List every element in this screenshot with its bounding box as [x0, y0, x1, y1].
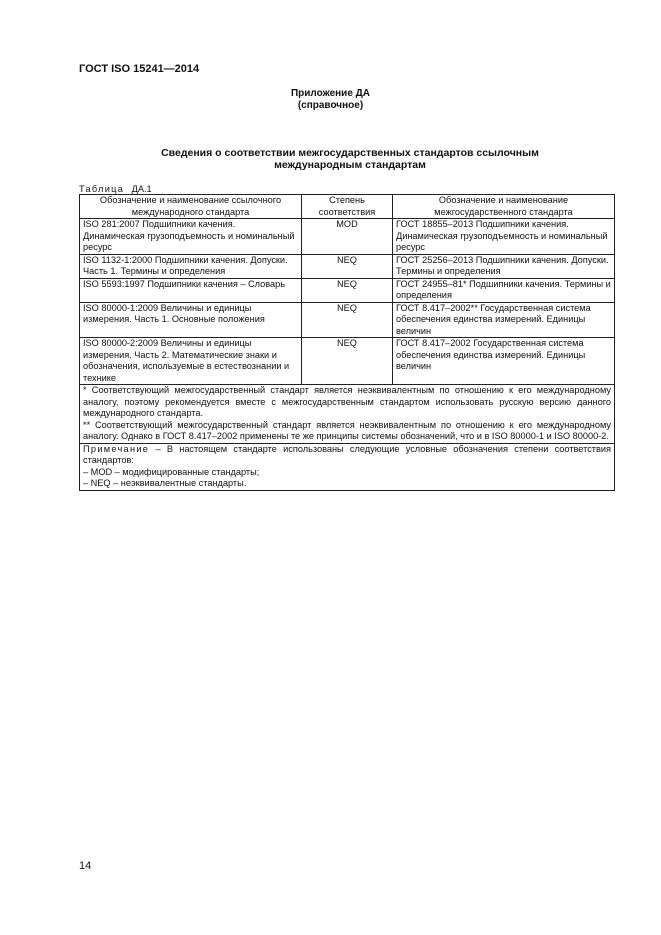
note-item-neq: – NEQ – неэквивалентные стандарты. — [83, 478, 247, 488]
cell-degree: NEQ — [302, 338, 393, 385]
correspondence-table — [79, 194, 615, 491]
cell-degree: NEQ — [302, 254, 393, 278]
cell-degree: MOD — [302, 219, 393, 255]
column-header-degree: Степень соответствия — [302, 195, 393, 219]
footnotes-cell — [80, 385, 615, 444]
note-label: Примечание — [83, 443, 150, 454]
cell-intl-standard: ISO 1132-1:2000 Подшипники качения. Допуски. Часть 1. Термины и определения — [80, 254, 302, 278]
footnote-single-asterisk: * Соответствующий межгосударственный стандарт является неэквивалентным по отношению к его международному аналогу, поэтому рекомендуется вместе с межгосударственным стандартом использовать русскую версию данного международного стандарта. — [83, 385, 611, 418]
cell-interstate-standard: ГОСТ 24955–81* Подшипники качения. Термины и определения — [393, 278, 615, 302]
table-header-row — [80, 195, 615, 219]
table-row — [80, 302, 615, 338]
table-row — [80, 254, 615, 278]
table-row — [80, 278, 615, 302]
section-title — [100, 147, 600, 171]
cell-intl-standard: ISO 80000-1:2009 Величины и единицы измерения. Часть 1. Основные положения — [80, 302, 302, 338]
cell-intl-standard: ISO 80000-2:2009 Величины и единицы измерения. Часть 2. Математические знаки и обозначения, используемые в естествознании и технике — [80, 338, 302, 385]
document-header: ГОСТ ISO 15241—2014 — [79, 63, 200, 75]
section-title-line2: международным стандартам — [274, 159, 426, 171]
cell-interstate-standard: ГОСТ 25256–2013 Подшипники качения. Допуски. Термины и определения — [393, 254, 615, 278]
note-intro — [83, 444, 611, 467]
cell-interstate-standard: ГОСТ 8.417–2002 Государственная система обеспечения единства измерений. Единицы величин — [393, 338, 615, 385]
table-row — [80, 338, 615, 385]
footnote-double-asterisk: ** Соответствующий межгосударственный стандарт является неэквивалентным по отношению к его международному аналогу. Однако в ГОСТ 8.417–2002 применены те же принципы системы обозначений, что и в ISO 80000-1 и ISO 80000-2. — [83, 419, 611, 441]
footnotes-row — [80, 385, 615, 444]
section-title-line1: Сведения о соответствии межгосударственных стандартов ссылочным — [161, 147, 539, 159]
note-text: – В настоящем стандарте использованы следующие условные обозначения степени соответствия стандартов: — [83, 443, 611, 465]
page-number: 14 — [79, 860, 92, 872]
note-cell — [80, 443, 615, 490]
note-row — [80, 443, 615, 490]
note-item-mod: – MOD – модифицированные стандарты; — [83, 466, 260, 477]
cell-interstate-standard: ГОСТ 18855–2013 Подшипники качения. Динамическая грузоподъемность и номинальный ресурс — [393, 219, 615, 255]
appendix-heading — [0, 88, 661, 112]
table-label — [79, 184, 152, 194]
table-label-word: Таблица — [79, 184, 125, 194]
cell-degree: NEQ — [302, 302, 393, 338]
appendix-title: Приложение ДА — [290, 88, 371, 99]
appendix-subtitle: (справочное) — [297, 100, 364, 111]
column-header-interstate: Обозначение и наименование межгосударственного стандарта — [393, 195, 615, 219]
table-label-number: ДА.1 — [131, 184, 152, 194]
cell-intl-standard: ISO 5593:1997 Подшипники качения – Словарь — [80, 278, 302, 302]
cell-intl-standard: ISO 281:2007 Подшипники качения. Динамическая грузоподъемность и номинальный ресурс — [80, 219, 302, 255]
cell-interstate-standard: ГОСТ 8.417–2002** Государственная система обеспечения единства измерений. Единицы величин — [393, 302, 615, 338]
cell-degree: NEQ — [302, 278, 393, 302]
column-header-intl: Обозначение и наименование ссылочного международного стандарта — [80, 195, 302, 219]
table-row — [80, 219, 615, 255]
